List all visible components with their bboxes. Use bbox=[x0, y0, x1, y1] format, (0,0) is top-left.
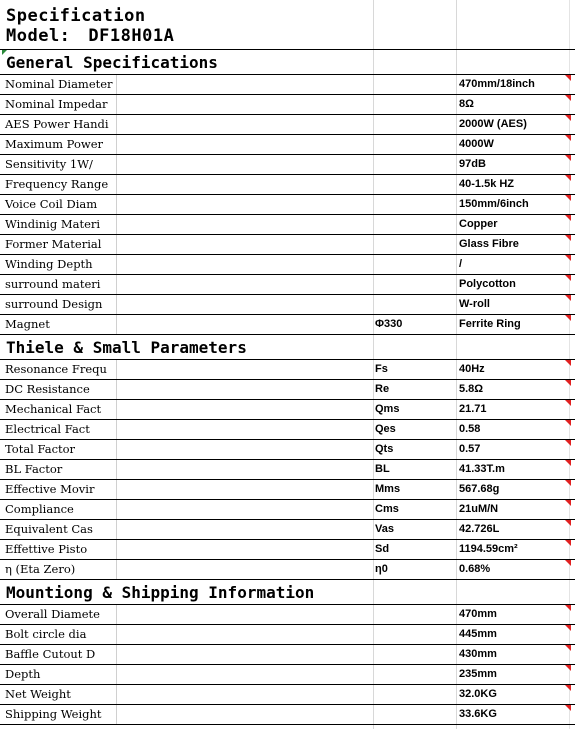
param-symbol-cell bbox=[117, 460, 457, 479]
param-symbol: Φ330 bbox=[375, 318, 403, 330]
param-symbol-cell bbox=[117, 255, 457, 274]
param-symbol-cell bbox=[117, 235, 457, 254]
param-symbol-cell bbox=[117, 380, 457, 399]
param-value: 40-1.5k HZ bbox=[459, 178, 515, 190]
param-label: Bolt circle dia bbox=[0, 625, 117, 644]
table-row bbox=[0, 665, 575, 685]
comment-marker-icon bbox=[565, 400, 571, 406]
table-row bbox=[0, 705, 575, 725]
table-row bbox=[0, 255, 575, 275]
param-value: 150mm/6inch bbox=[459, 198, 529, 210]
param-value: 0.68% bbox=[459, 563, 491, 575]
comment-marker-icon bbox=[565, 135, 571, 141]
comment-marker-icon bbox=[565, 520, 571, 526]
param-label: Windinig Materi bbox=[0, 215, 117, 234]
table-row bbox=[0, 685, 575, 705]
param-label: Effettive Pisto bbox=[0, 540, 117, 559]
param-value: 2000W (AES) bbox=[459, 118, 527, 130]
comment-marker-icon bbox=[565, 360, 571, 366]
comment-marker-icon bbox=[565, 295, 571, 301]
comment-marker-icon bbox=[565, 440, 571, 446]
param-value: 32.0KG bbox=[459, 688, 497, 700]
param-symbol-cell bbox=[117, 175, 457, 194]
param-label: surround materi bbox=[0, 275, 117, 294]
table-row bbox=[0, 560, 575, 580]
table-row bbox=[0, 360, 575, 380]
param-value: 0.57 bbox=[459, 443, 481, 455]
table-row bbox=[0, 95, 575, 115]
param-symbol-cell bbox=[117, 540, 457, 559]
param-symbol-cell bbox=[117, 480, 457, 499]
param-symbol-cell bbox=[117, 115, 457, 134]
table-row bbox=[0, 155, 575, 175]
param-value: 235mm bbox=[459, 668, 497, 680]
param-label: Electrical Fact bbox=[0, 420, 117, 439]
table-row bbox=[0, 460, 575, 480]
table-row bbox=[0, 195, 575, 215]
section-heading bbox=[0, 580, 575, 605]
param-symbol-cell bbox=[117, 295, 457, 314]
comment-marker-icon bbox=[565, 380, 571, 386]
param-symbol-cell bbox=[117, 605, 457, 624]
table-row bbox=[0, 440, 575, 460]
param-label: Compliance bbox=[0, 500, 117, 519]
param-symbol: Mms bbox=[375, 483, 401, 495]
comment-marker-icon bbox=[565, 195, 571, 201]
param-value: 0.58 bbox=[459, 423, 481, 435]
table-row bbox=[0, 295, 575, 315]
param-label: Frequency Range bbox=[0, 175, 117, 194]
param-symbol-cell bbox=[117, 195, 457, 214]
param-label: Depth bbox=[0, 665, 117, 684]
comment-marker-icon bbox=[565, 275, 571, 281]
param-label: Mechanical Fact bbox=[0, 400, 117, 419]
comment-marker-icon bbox=[565, 685, 571, 691]
param-symbol-cell bbox=[117, 500, 457, 519]
param-label: Total Factor bbox=[0, 440, 117, 459]
param-symbol-cell bbox=[117, 685, 457, 704]
param-value: 1194.59cm² bbox=[459, 543, 518, 555]
param-label: Former Material bbox=[0, 235, 117, 254]
param-symbol: Re bbox=[375, 383, 390, 395]
param-symbol-cell bbox=[117, 705, 457, 724]
param-label: Voice Coil Diam bbox=[0, 195, 117, 214]
page-title: Specification bbox=[6, 6, 146, 26]
section-title: General Specifications bbox=[6, 53, 218, 72]
param-symbol-cell bbox=[117, 75, 457, 94]
param-label: AES Power Handi bbox=[0, 115, 117, 134]
comment-marker-icon bbox=[565, 175, 571, 181]
comment-marker-icon bbox=[565, 480, 571, 486]
param-symbol-cell bbox=[117, 440, 457, 459]
comment-marker-icon bbox=[565, 500, 571, 506]
table-row bbox=[0, 380, 575, 400]
model-value: DF18H01A bbox=[88, 26, 175, 46]
comment-marker-icon bbox=[565, 115, 571, 121]
comment-marker-icon bbox=[2, 50, 7, 55]
param-label: η (Eta Zero) bbox=[0, 560, 117, 579]
param-label: Overall Diamete bbox=[0, 605, 117, 624]
table-row bbox=[0, 235, 575, 255]
table-row bbox=[0, 605, 575, 625]
param-symbol-cell bbox=[117, 420, 457, 439]
comment-marker-icon bbox=[565, 420, 571, 426]
param-value: 5.8Ω bbox=[459, 383, 484, 395]
param-symbol: η0 bbox=[375, 563, 388, 575]
param-symbol-cell bbox=[117, 215, 457, 234]
comment-marker-icon bbox=[565, 540, 571, 546]
model-line bbox=[6, 26, 174, 46]
param-symbol: Sd bbox=[375, 543, 390, 555]
param-symbol-cell bbox=[117, 400, 457, 419]
param-label: Equivalent Cas bbox=[0, 520, 117, 539]
param-symbol-cell bbox=[117, 155, 457, 174]
param-symbol: Qts bbox=[375, 443, 394, 455]
param-value: 21.71 bbox=[459, 403, 487, 415]
table-row bbox=[0, 540, 575, 560]
table-row bbox=[0, 420, 575, 440]
param-symbol-cell bbox=[117, 625, 457, 644]
table-row bbox=[0, 480, 575, 500]
param-label: Baffle Cutout D bbox=[0, 645, 117, 664]
param-value: 21uM/N bbox=[459, 503, 499, 515]
param-symbol-cell bbox=[117, 275, 457, 294]
comment-marker-icon bbox=[565, 95, 571, 101]
param-label: surround Design bbox=[0, 295, 117, 314]
param-label: Winding Depth bbox=[0, 255, 117, 274]
param-label: Magnet bbox=[0, 315, 117, 334]
comment-marker-icon bbox=[565, 665, 571, 671]
comment-marker-icon bbox=[565, 75, 571, 81]
param-label: Sensitivity 1W/ bbox=[0, 155, 117, 174]
table-row bbox=[0, 215, 575, 235]
param-symbol-cell bbox=[117, 135, 457, 154]
param-value: 40Hz bbox=[459, 363, 485, 375]
comment-marker-icon bbox=[565, 315, 571, 321]
section-heading bbox=[0, 335, 575, 360]
table-row bbox=[0, 115, 575, 135]
comment-marker-icon bbox=[565, 560, 571, 566]
comment-marker-icon bbox=[565, 705, 571, 711]
param-symbol-cell bbox=[117, 315, 457, 334]
param-value: Polycotton bbox=[459, 278, 516, 290]
param-value: Copper bbox=[459, 218, 498, 230]
comment-marker-icon bbox=[565, 255, 571, 261]
table-row bbox=[0, 175, 575, 195]
param-symbol-cell bbox=[117, 360, 457, 379]
sections bbox=[0, 50, 575, 725]
param-symbol: Qms bbox=[375, 403, 400, 415]
param-value: Glass Fibre bbox=[459, 238, 519, 250]
param-label: Maximum Power bbox=[0, 135, 117, 154]
param-value: 470mm/18inch bbox=[459, 78, 535, 90]
param-value: 4000W bbox=[459, 138, 494, 150]
param-symbol: Qes bbox=[375, 423, 396, 435]
param-value: 470mm bbox=[459, 608, 497, 620]
comment-marker-icon bbox=[565, 625, 571, 631]
table-row bbox=[0, 315, 575, 335]
param-value: 97dB bbox=[459, 158, 486, 170]
param-label: DC Resistance bbox=[0, 380, 117, 399]
section-title: Mountiong & Shipping Information bbox=[6, 583, 315, 602]
param-value: 567.68g bbox=[459, 483, 500, 495]
table-row bbox=[0, 625, 575, 645]
table-row bbox=[0, 135, 575, 155]
param-symbol: Vas bbox=[375, 523, 394, 535]
param-symbol-cell bbox=[117, 645, 457, 664]
table-row bbox=[0, 500, 575, 520]
param-symbol-cell bbox=[117, 665, 457, 684]
comment-marker-icon bbox=[565, 215, 571, 221]
param-label: Effective Movir bbox=[0, 480, 117, 499]
comment-marker-icon bbox=[565, 645, 571, 651]
param-label: Net Weight bbox=[0, 685, 117, 704]
comment-marker-icon bbox=[565, 460, 571, 466]
model-label: Model: bbox=[6, 26, 71, 46]
comment-marker-icon bbox=[565, 235, 571, 241]
section-heading bbox=[0, 50, 575, 75]
param-label: Nominal Impedar bbox=[0, 95, 117, 114]
param-label: BL Factor bbox=[0, 460, 117, 479]
param-symbol: Cms bbox=[375, 503, 399, 515]
comment-marker-icon bbox=[565, 155, 571, 161]
param-symbol-cell bbox=[117, 560, 457, 579]
param-value: 430mm bbox=[459, 648, 497, 660]
table-row bbox=[0, 520, 575, 540]
param-value: 8Ω bbox=[459, 98, 474, 110]
param-value: 445mm bbox=[459, 628, 497, 640]
param-symbol: Fs bbox=[375, 363, 388, 375]
param-symbol-cell bbox=[117, 520, 457, 539]
param-label: Nominal Diameter bbox=[0, 75, 117, 94]
table-row bbox=[0, 75, 575, 95]
param-symbol-cell bbox=[117, 95, 457, 114]
param-value: 41.33T.m bbox=[459, 463, 505, 475]
model-row bbox=[0, 24, 575, 50]
comment-marker-icon bbox=[565, 605, 571, 611]
table-row bbox=[0, 400, 575, 420]
param-value: W-roll bbox=[459, 298, 490, 310]
param-value: 33.6KG bbox=[459, 708, 497, 720]
param-value: 42.726L bbox=[459, 523, 500, 535]
param-value: Ferrite Ring bbox=[459, 318, 521, 330]
param-value: / bbox=[459, 258, 463, 270]
table-row bbox=[0, 275, 575, 295]
title-row bbox=[0, 0, 575, 24]
param-label: Shipping Weight bbox=[0, 705, 117, 724]
table-row bbox=[0, 645, 575, 665]
param-label: Resonance Frequ bbox=[0, 360, 117, 379]
param-symbol: BL bbox=[375, 463, 390, 475]
section-title: Thiele & Small Parameters bbox=[6, 338, 247, 357]
